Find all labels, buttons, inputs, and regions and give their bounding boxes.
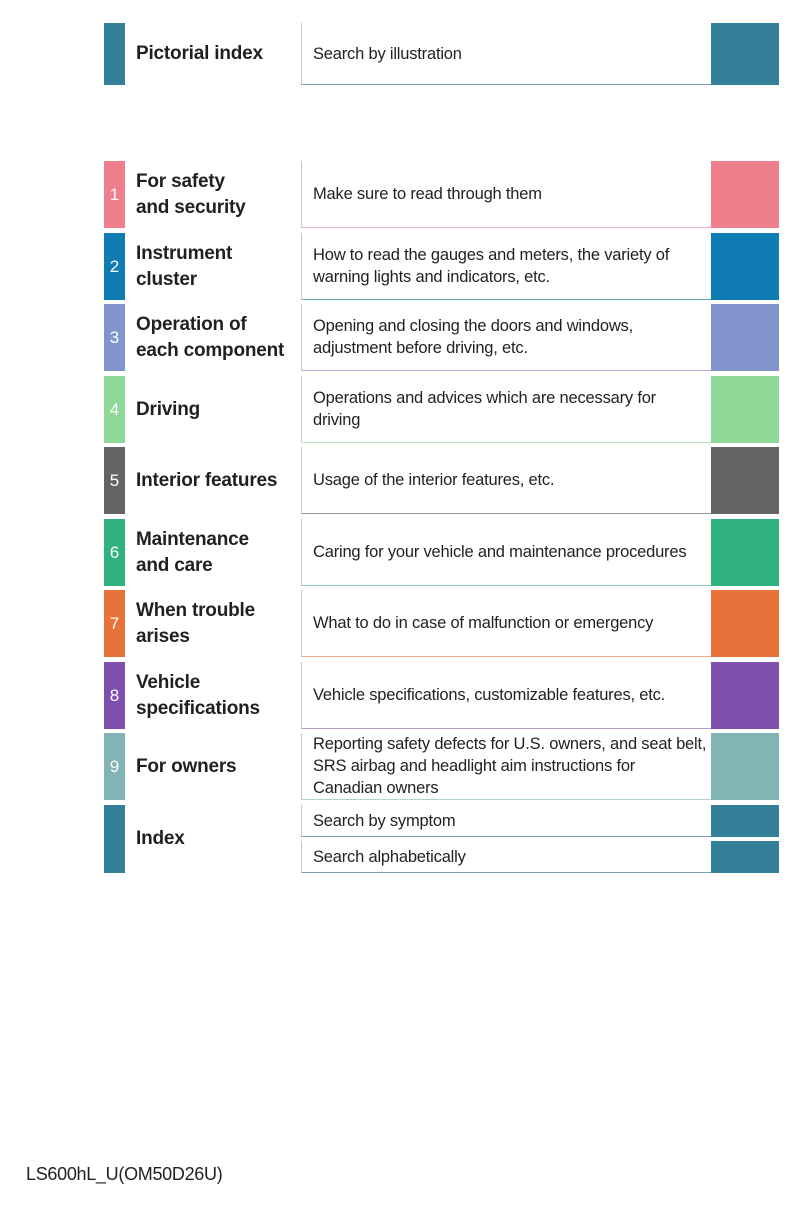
chapter-description: Opening and closing the doors and windows, adjustment before driving, etc. [301,304,711,371]
chapter-number: 5 [104,447,125,514]
chapter-description: Make sure to read through them [301,161,711,228]
chapter-title: Operation of each component [136,313,285,361]
chapter-description: Usage of the interior features, etc. [301,447,711,514]
chapter-description: What to do in case of malfunction or emergency [301,590,711,657]
chapter-number: 6 [104,519,125,586]
chapter-title: Maintenance and care [136,528,249,576]
chapter-row[interactable] [0,161,808,228]
chapter-title: When trouble arises [136,599,255,647]
index-symptom-tab[interactable] [711,805,779,837]
chapter-row[interactable] [0,733,808,800]
index-item-symptom[interactable] [0,805,808,837]
pictorial-index-title: Pictorial index [136,43,263,64]
chapter-description: How to read the gauges and meters, the variety of warning lights and indicators, etc. [301,233,711,300]
chapter-tab[interactable] [711,233,779,300]
index-item-alphabetical[interactable] [0,841,808,873]
index-row [0,805,808,873]
chapter-tab[interactable] [711,519,779,586]
chapter-row[interactable] [0,304,808,371]
chapter-title: For safety and security [136,170,246,218]
chapter-row[interactable] [0,590,808,657]
chapter-tab[interactable] [711,376,779,443]
chapter-row[interactable] [0,519,808,586]
chapter-row[interactable] [0,376,808,443]
chapter-tab[interactable] [711,447,779,514]
index-item-label: Search by symptom [301,805,711,837]
chapter-row[interactable] [0,662,808,729]
chapter-description: Caring for your vehicle and maintenance procedures [301,519,711,586]
chapter-tab[interactable] [711,662,779,729]
chapter-tab[interactable] [711,304,779,371]
chapter-description: Operations and advices which are necessary for driving [301,376,711,443]
chapter-title: Interior features [136,469,278,491]
chapter-title: For owners [136,755,237,777]
chapter-number: 7 [104,590,125,657]
chapter-tab[interactable] [711,161,779,228]
document-code: LS600hL_U(OM50D26U) [26,1164,223,1184]
pictorial-index-row[interactable] [0,23,808,85]
chapter-row[interactable] [0,447,808,514]
chapter-tab[interactable] [711,590,779,657]
chapter-number: 8 [104,662,125,729]
chapter-description: Reporting safety defects for U.S. owners, and seat belt, SRS airbag and headlight aim instructions for Canadian owners [301,733,711,800]
pictorial-index-tab[interactable] [711,23,779,85]
index-alphabetical-tab[interactable] [711,841,779,873]
chapter-number: 4 [104,376,125,443]
chapter-number: 3 [104,304,125,371]
index-item-label: Search alphabetically [301,841,711,873]
chapter-title: Instrument cluster [136,242,233,290]
chapter-number: 1 [104,161,125,228]
chapter-tab[interactable] [711,733,779,800]
chapter-number: 9 [104,733,125,800]
chapter-title: Driving [136,398,201,420]
chapter-title: Vehicle specifications [136,671,260,719]
chapter-description: Vehicle specifications, customizable features, etc. [301,662,711,729]
chapter-row[interactable] [0,233,808,300]
pictorial-index-description: Search by illustration [301,23,711,85]
index-title: Index [136,828,185,849]
chapter-number: 2 [104,233,125,300]
pictorial-index-marker [104,23,125,85]
